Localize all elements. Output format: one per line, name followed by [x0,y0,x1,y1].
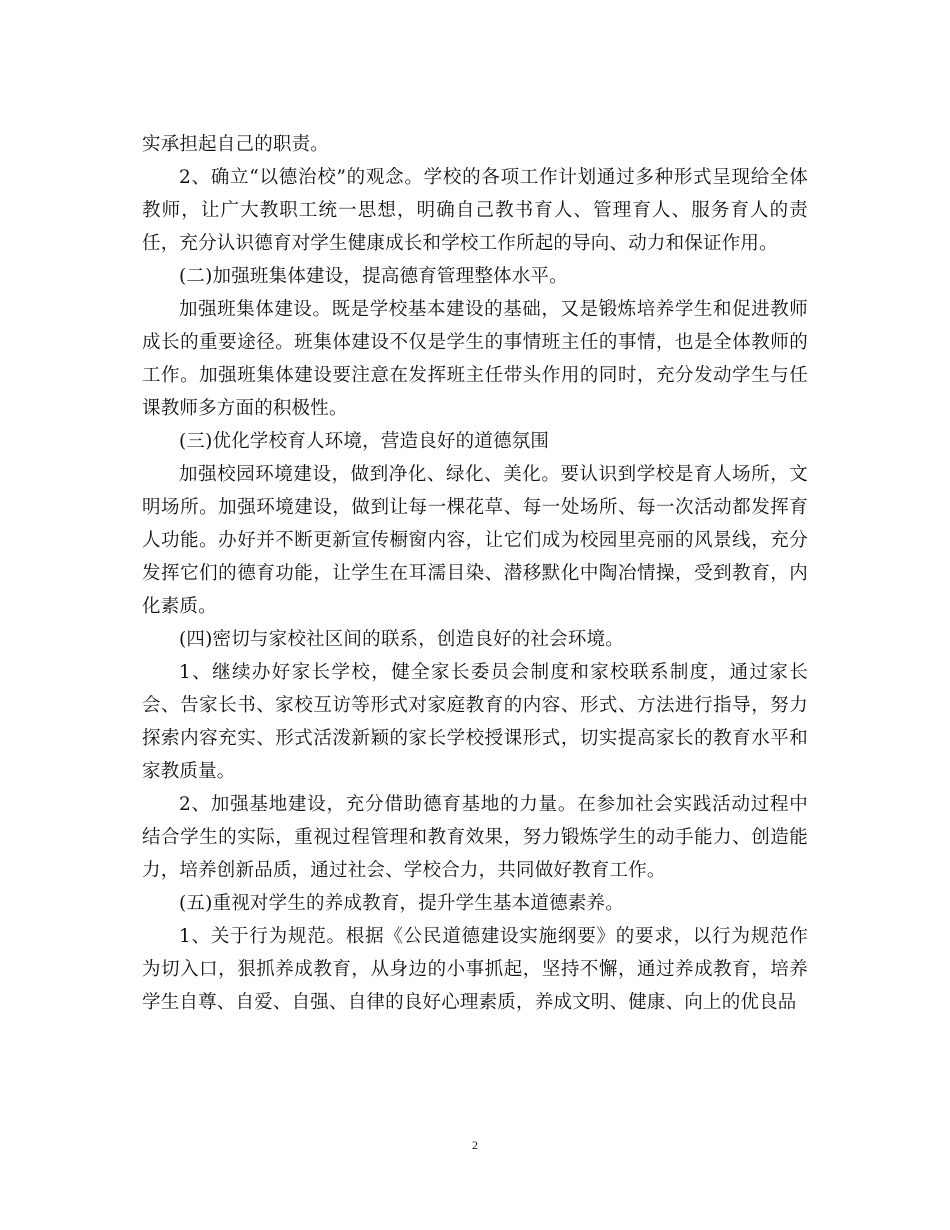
section-heading-class-building: (二)加强班集体建设，提高德育管理整体水平。 [179,266,568,287]
paragraph-behavior-norms: 1、关于行为规范。根据《公民道德建设实施纲要》的要求，以行为规范作为切入口，狠抓养成教育，从身边的小事抓起，坚持不懈，通过养成教育，培养学生自尊、自爱、自强、自律的良好心理素质，养成文明、健康、向上的优良品 [142,926,808,1013]
section-heading-school-environment: (三)优化学校育人环境，营造良好的道德氛围 [179,431,550,452]
paragraph-base-building: 2、加强基地建设，充分借助德育基地的力量。在参加社会实践活动过程中结合学生的实际，重视过程管理和教育效果，努力锻炼学生的动手能力、创造能力，培养创新品质，通过社会、学校合力，共同做好教育工作。 [142,794,808,881]
paragraph-moral-governance: 2、确立“以德治校”的观念。学校的各项工作计划通过多种形式呈现给全体教师，让广大教职工统一思想，明确自己教书育人、管理育人、服务育人的责任，充分认识德育对学生健康成长和学校工作所起的导向、动力和保证作用。 [142,167,808,254]
paragraph-class-building: 加强班集体建设。既是学校基本建设的基础，又是锻炼培养学生和促进教师成长的重要途径。班集体建设不仅是学生的事情班主任的事情，也是全体教师的工作。加强班集体建设要注意在发挥班主任带头作用的同时，充分发动学生与任课教师多方面的积极性。 [142,299,808,419]
section-heading-habit-education: (五)重视对学生的养成教育，提升学生基本道德素养。 [179,893,624,914]
paragraph-continuation: 实承担起自己的职责。 [142,134,330,155]
section-heading-community-ties: (四)密切与家校社区间的联系，创造良好的社会环境。 [179,629,624,650]
paragraph-parent-school: 1、继续办好家长学校，健全家长委员会制度和家校联系制度，通过家长会、告家长书、家校互访等形式对家庭教育的内容、形式、方法进行指导，努力探索内容充实、形式活泼新颖的家长学校授课形式，切实提高家长的教育水平和家教质量。 [142,662,808,782]
paragraph-school-environment: 加强校园环境建设，做到净化、绿化、美化。要认识到学校是育人场所，文明场所。加强环境建设，做到让每一棵花草、每一处场所、每一次活动都发挥育人功能。办好并不断更新宣传橱窗内容，让它们成为校园里亮丽的风景线，充分发挥它们的德育功能，让学生在耳濡目染、潜移默化中陶冶情操，受到教育，内化素质。 [142,464,808,617]
document-body [142,128,808,1019]
page-number: 2 [472,1138,478,1152]
